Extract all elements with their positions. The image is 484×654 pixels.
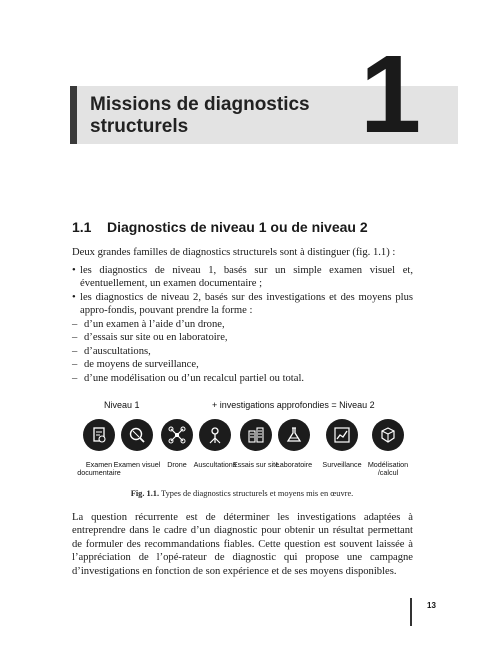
figure-icon-labels (0, 461, 484, 483)
chapter-title-line2: structurels (90, 116, 189, 137)
dash-text: de moyens de surveillance, (84, 359, 199, 371)
bullet-mark: • (72, 291, 76, 303)
icon-label-drone: Drone (167, 460, 187, 469)
dash-text: d’un examen à l’aide d’un drone, (84, 319, 225, 330)
bullet-list (72, 264, 413, 318)
page-number: 13 (427, 601, 436, 610)
dash-text: d’essais sur site ou en laboratoire, (84, 332, 228, 344)
dash-mark: – (72, 332, 78, 344)
final-paragraph: La question récurrente est de déterminer les investigations adaptées à entreprendre dans le cadre d’un diagnostic pour obtenir un résultat permettant de formuler des recommandations fiables. Cette question est souvent laissée à l’appréciation de l’opé-rateur de diagnostic qui propose une campagne d’investigations en fonction de son expérience et de ses moyens disponibles. (72, 512, 413, 577)
caption-text: Types de diagnostics structurels et moyens mis en œuvre. (161, 489, 354, 498)
figure-caption (0, 489, 484, 498)
dash-item (72, 345, 413, 358)
monitor-graph-icon (326, 419, 358, 451)
icon-label-modelisation: Modélisation /calcul (367, 460, 409, 477)
section-heading (72, 219, 368, 235)
figure-label-level2: + investigations approfondies = Niveau 2 (212, 400, 375, 410)
section-title: Diagnostics de niveau 1 ou de niveau 2 (107, 219, 368, 235)
icon-label-documentaire: Examen documentaire (77, 460, 121, 477)
building-test-icon (240, 419, 272, 451)
dash-list (72, 318, 413, 385)
dash-item (72, 331, 413, 344)
caption-prefix: Fig. 1.1. (130, 489, 160, 498)
chapter-accent-bar (70, 86, 77, 144)
chapter-title (90, 94, 390, 138)
probe-icon (199, 419, 231, 451)
chapter-title-line1: Missions de diagnostics (90, 94, 310, 115)
dash-mark: – (72, 319, 78, 330)
figure-icons-row (0, 419, 484, 459)
bullet-mark: • (72, 265, 76, 276)
chapter-number: 1 (360, 33, 420, 156)
icon-label-laboratoire: Laboratoire (275, 460, 313, 469)
figure-label-level1: Niveau 1 (104, 400, 140, 410)
intro-paragraph: Deux grandes familles de diagnostics structurels sont à distinguer (fig. 1.1) : (72, 247, 396, 258)
icon-label-essais: Essais sur site (232, 460, 280, 469)
dash-item (72, 318, 413, 331)
flask-icon (278, 419, 310, 451)
icon-label-auscultations: Auscultations (193, 460, 237, 469)
dash-text: d’une modélisation ou d’un recalcul partiel ou total. (84, 372, 305, 384)
bullet-text: les diagnostics de niveau 1, basés sur un simple examen visuel et, éventuellement, un examen documentaire ; (80, 265, 413, 290)
dash-mark: – (72, 359, 78, 371)
icon-label-surveillance: Surveillance (322, 460, 362, 469)
dash-text: d’auscultations, (84, 345, 151, 357)
page-number-rule (410, 598, 412, 626)
document-check-icon (83, 419, 115, 451)
dash-item (72, 372, 413, 385)
dash-mark: – (72, 345, 78, 357)
section-number: 1.1 (72, 219, 92, 235)
bullet-text: les diagnostics de niveau 2, basés sur des investigations et des moyens plus appro-fondis, pouvant prendre la forme : (80, 291, 413, 317)
dash-mark: – (72, 372, 78, 384)
icon-label-visuel: Examen visuel (113, 460, 161, 469)
model-cube-icon (372, 419, 404, 451)
dash-item (72, 358, 413, 371)
magnifier-eye-icon (121, 419, 153, 451)
drone-icon (161, 419, 193, 451)
bullet-item (72, 264, 413, 291)
bullet-item (72, 291, 413, 318)
